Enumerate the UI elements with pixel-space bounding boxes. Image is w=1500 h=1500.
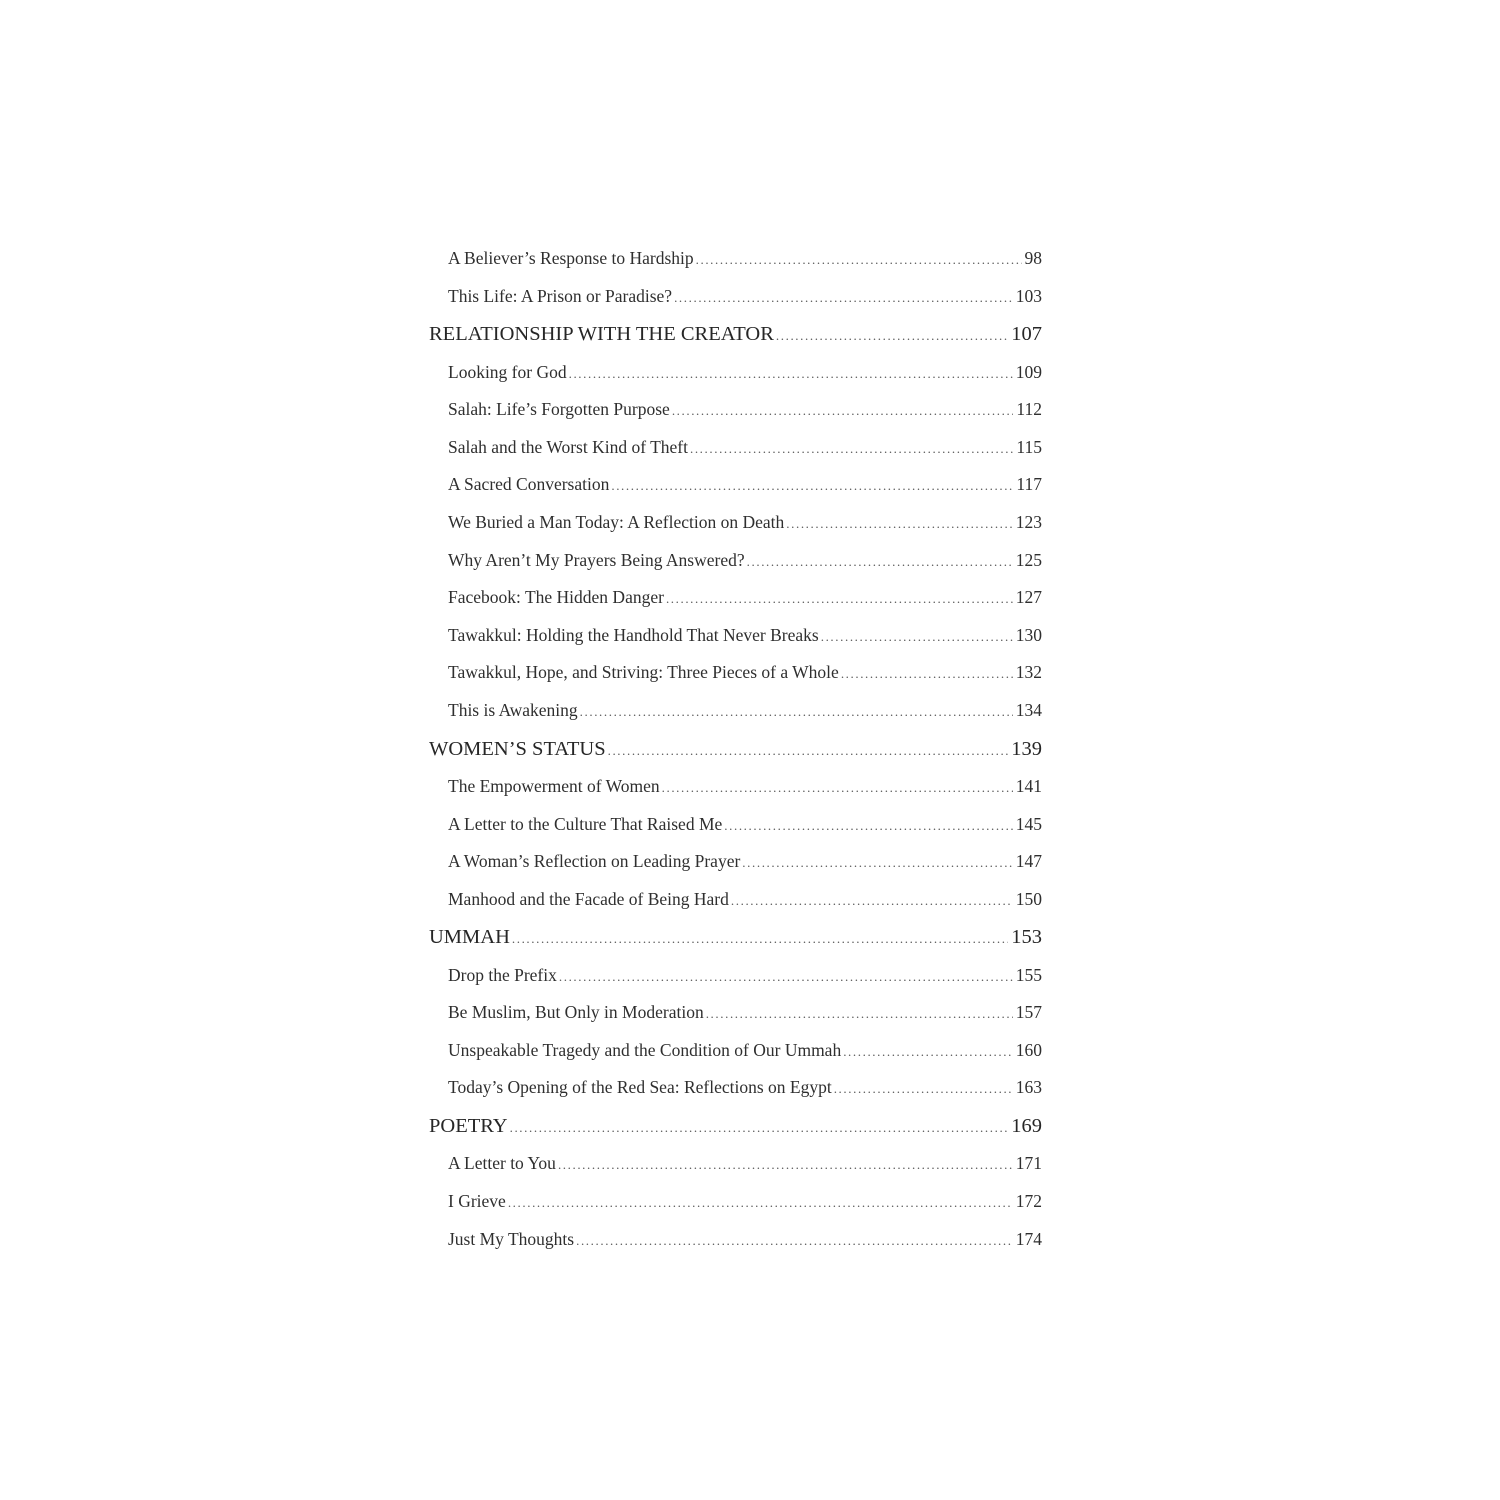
dot-leader <box>666 580 1013 617</box>
dot-leader <box>843 1033 1013 1070</box>
toc-entry <box>429 806 1042 844</box>
dot-leader <box>841 655 1013 692</box>
toc-title: A Letter to You <box>448 1153 556 1174</box>
dot-leader <box>731 882 1013 919</box>
toc-page-number: 125 <box>1015 549 1042 570</box>
toc-title: This is Awakening <box>448 699 578 720</box>
toc-page-number: 98 <box>1024 248 1042 268</box>
toc-entry <box>429 354 1042 392</box>
toc-section-heading <box>429 315 1042 353</box>
dot-leader <box>608 732 1009 768</box>
toc-section-heading <box>429 730 1042 768</box>
toc-entry <box>429 504 1042 542</box>
dot-leader <box>690 430 1013 467</box>
toc-section-heading <box>429 918 1042 956</box>
dot-leader <box>580 693 1013 730</box>
toc-entry <box>429 843 1042 881</box>
toc-entry <box>429 542 1042 580</box>
toc-section-heading <box>429 1107 1042 1145</box>
toc-entry <box>429 429 1042 467</box>
toc-entry <box>429 957 1042 995</box>
toc-entry <box>429 579 1042 617</box>
dot-leader <box>611 467 1013 504</box>
dot-leader <box>508 1184 1013 1221</box>
toc-title: Looking for God <box>448 361 567 382</box>
toc-title: I Grieve <box>448 1191 506 1212</box>
toc-page-number: 130 <box>1015 624 1042 645</box>
toc-page-number: 145 <box>1015 813 1042 834</box>
toc-page-number: 141 <box>1015 775 1042 796</box>
toc-page-number: 163 <box>1015 1077 1042 1098</box>
toc-page-number: 155 <box>1015 964 1042 985</box>
dot-leader <box>510 1109 1009 1145</box>
toc-page-number: 169 <box>1011 1115 1042 1138</box>
toc-entry <box>429 240 1042 278</box>
dot-leader <box>662 769 1013 806</box>
toc-title: A Sacred Conversation <box>448 474 610 495</box>
toc-page-number: 147 <box>1015 851 1042 872</box>
toc-title: Today’s Opening of the Red Sea: Reflections on Egypt <box>448 1077 832 1098</box>
toc-title: UMMAH <box>429 926 510 949</box>
toc-title: Facebook: The Hidden Danger <box>448 587 664 608</box>
dot-leader <box>558 1146 1013 1183</box>
toc-entry <box>429 768 1042 806</box>
toc-page-number: 107 <box>1011 323 1042 346</box>
toc-title: Just My Thoughts <box>448 1228 575 1249</box>
toc-entry <box>429 1221 1042 1259</box>
toc-page-number: 150 <box>1015 888 1042 909</box>
toc-entry <box>429 1069 1042 1107</box>
dot-leader <box>776 317 1008 353</box>
toc-page-number: 132 <box>1015 662 1042 683</box>
toc-page-number: 115 <box>1016 436 1042 457</box>
toc-title: A Woman’s Reflection on Leading Prayer <box>448 851 741 872</box>
dot-leader <box>674 279 1013 316</box>
toc-page-number: 171 <box>1015 1153 1042 1174</box>
toc-entry <box>429 278 1042 316</box>
dot-leader <box>786 505 1012 542</box>
toc-page-number: 174 <box>1015 1228 1042 1249</box>
toc-title: Be Muslim, But Only in Moderation <box>448 1002 704 1023</box>
toc-page-number: 172 <box>1015 1191 1042 1212</box>
table-of-contents <box>429 240 1042 1258</box>
dot-leader <box>569 355 1013 392</box>
toc-title: Manhood and the Facade of Being Hard <box>448 888 729 909</box>
toc-page-number: 127 <box>1015 587 1042 608</box>
toc-title: Unspeakable Tragedy and the Condition of Our Ummah <box>448 1039 842 1060</box>
toc-title: Salah: Life’s Forgotten Purpose <box>448 399 670 420</box>
toc-page-number: 157 <box>1015 1002 1042 1023</box>
dot-leader <box>706 995 1013 1032</box>
toc-entry <box>429 994 1042 1032</box>
dot-leader <box>821 618 1013 655</box>
dot-leader <box>724 807 1012 844</box>
dot-leader <box>742 844 1012 881</box>
toc-page-number: 160 <box>1015 1039 1042 1060</box>
toc-title: POETRY <box>429 1115 508 1138</box>
toc-title: The Empowerment of Women <box>448 775 660 796</box>
toc-page-number: 134 <box>1015 699 1042 720</box>
toc-entry <box>429 617 1042 655</box>
toc-page-number: 123 <box>1015 511 1042 532</box>
toc-page-number: 153 <box>1011 926 1042 949</box>
dot-leader <box>576 1222 1013 1259</box>
toc-page-number: 117 <box>1016 474 1042 495</box>
dot-leader <box>559 958 1013 995</box>
toc-entry <box>429 391 1042 429</box>
dot-leader <box>834 1070 1013 1107</box>
dot-leader <box>747 543 1013 580</box>
toc-title: WOMEN’S STATUS <box>429 737 606 760</box>
toc-entry <box>429 654 1042 692</box>
toc-title: A Letter to the Culture That Raised Me <box>448 813 723 834</box>
toc-page-number: 112 <box>1016 399 1042 420</box>
toc-entry <box>429 1145 1042 1183</box>
toc-title: Drop the Prefix <box>448 964 557 985</box>
dot-leader <box>512 920 1008 956</box>
toc-title: Tawakkul, Hope, and Striving: Three Pieces of a Whole <box>448 662 839 683</box>
toc-page-number: 103 <box>1015 285 1042 306</box>
toc-title: Tawakkul: Holding the Handhold That Never Breaks <box>448 624 819 645</box>
toc-title: RELATIONSHIP WITH THE CREATOR <box>429 323 774 346</box>
toc-entry <box>429 881 1042 919</box>
toc-page-number: 139 <box>1011 737 1042 760</box>
toc-entry <box>429 466 1042 504</box>
dot-leader <box>696 241 1022 278</box>
toc-entry <box>429 1183 1042 1221</box>
toc-title: This Life: A Prison or Paradise? <box>448 285 673 306</box>
toc-page-number: 109 <box>1015 361 1042 382</box>
toc-title: A Believer’s Response to Hardship <box>448 248 694 268</box>
toc-entry <box>429 1032 1042 1070</box>
toc-entry <box>429 692 1042 730</box>
toc-title: Salah and the Worst Kind of Theft <box>448 436 688 457</box>
dot-leader <box>672 392 1014 429</box>
toc-title: We Buried a Man Today: A Reflection on Death <box>448 511 785 532</box>
toc-title: Why Aren’t My Prayers Being Answered? <box>448 549 745 570</box>
